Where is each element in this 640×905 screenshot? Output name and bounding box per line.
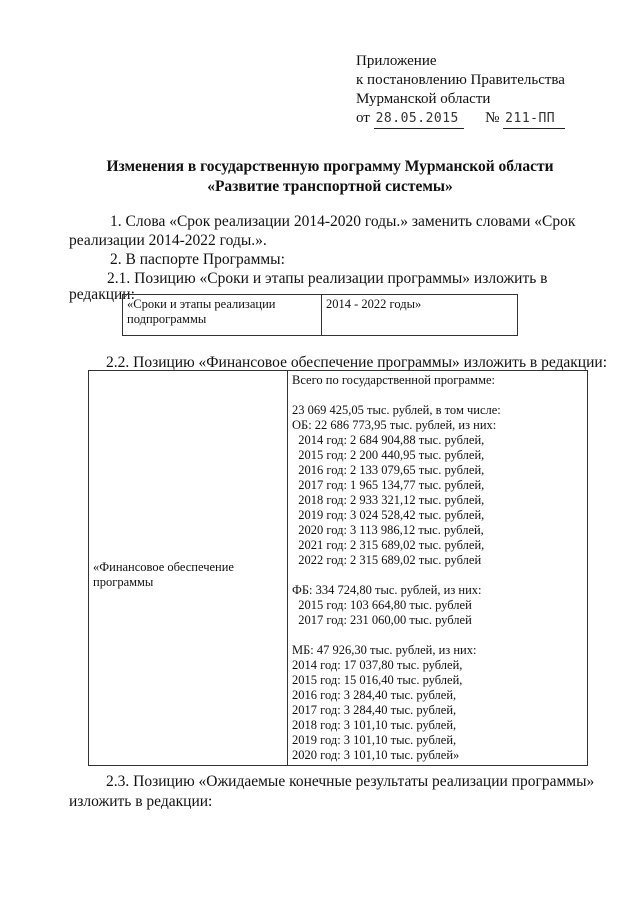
financing-line: 2021 год: 2 315 689,02 тыс. рублей,	[292, 538, 485, 552]
appendix-line-3: Мурманской области	[356, 91, 491, 107]
deadlines-label-cell: «Сроки и этапы реализации подпрограммы	[123, 295, 322, 336]
appendix-date-line	[356, 109, 565, 129]
number-value: 211-ПП	[503, 109, 565, 129]
item-2-3-line-1: 2.3. Позицию «Ожидаемые конечные результаты реализации программы»	[106, 773, 595, 790]
financing-line: 2017 год: 1 965 134,77 тыс. рублей,	[292, 478, 485, 492]
financing-line: 2014 год: 2 684 904,88 тыс. рублей,	[292, 433, 485, 447]
financing-line: 2016 год: 2 133 079,65 тыс. рублей,	[292, 463, 485, 477]
appendix-line-1: Приложение	[356, 53, 437, 69]
item-1-line-2: реализации 2014-2022 годы.».	[69, 232, 267, 249]
financing-line: 2019 год: 3 024 528,42 тыс. рублей,	[292, 508, 485, 522]
financing-lines	[292, 373, 583, 763]
item-2-1-line-1: 2.1. Позицию «Сроки и этапы реализации программы» изложить в	[107, 270, 548, 287]
item-2-1-line-2: редакции:	[69, 286, 135, 303]
deadlines-table	[122, 294, 518, 336]
financing-line: ОБ: 22 686 773,95 тыс. рублей, из них:	[292, 418, 497, 432]
deadlines-value-cell: 2014 - 2022 годы»	[322, 295, 518, 336]
financing-line: 2019 год: 3 101,10 тыс. рублей,	[292, 733, 457, 747]
item-2-3-line-2: изложить в редакции:	[69, 793, 213, 810]
financing-table	[88, 370, 588, 766]
table-row	[89, 371, 588, 766]
financing-line: ФБ: 334 724,80 тыс. рублей, из них:	[292, 583, 482, 597]
item-2-2: 2.2. Позицию «Финансовое обеспечение программы» изложить в редакции:	[106, 354, 607, 371]
financing-label: «Финансовое обеспечение программы	[93, 560, 234, 589]
financing-line: 2022 год: 2 315 689,02 тыс. рублей	[292, 553, 482, 567]
date-value: 28.05.2015	[374, 109, 464, 129]
appendix-header	[356, 52, 565, 129]
financing-line	[292, 568, 583, 583]
appendix-line-2: к постановлению Правительства	[356, 72, 565, 88]
financing-line: 2020 год: 3 113 986,12 тыс. рублей,	[292, 523, 484, 537]
date-prefix: от	[356, 110, 370, 126]
financing-line: МБ: 47 926,30 тыс. рублей, из них:	[292, 643, 477, 657]
number-prefix: №	[485, 110, 500, 126]
financing-line: 2014 год: 17 037,80 тыс. рублей,	[292, 658, 463, 672]
financing-line	[292, 388, 583, 403]
financing-line: 2015 год: 103 664,80 тыс. рублей	[292, 598, 472, 612]
document-title: Изменения в государственную программу Мурманской области «Развитие транспортной системы»	[106, 158, 554, 195]
financing-value-cell	[288, 371, 588, 766]
financing-line	[292, 628, 583, 643]
financing-line: 23 069 425,05 тыс. рублей, в том числе:	[292, 403, 501, 417]
financing-line: 2016 год: 3 284,40 тыс. рублей,	[292, 688, 457, 702]
financing-line: 2017 год: 3 284,40 тыс. рублей,	[292, 703, 457, 717]
financing-line: 2015 год: 15 016,40 тыс. рублей,	[292, 673, 463, 687]
item-2: 2. В паспорте Программы:	[110, 251, 285, 268]
table-row	[123, 295, 518, 336]
financing-line: 2017 год: 231 060,00 тыс. рублей	[292, 613, 472, 627]
financing-label-cell	[89, 371, 288, 766]
financing-line: 2015 год: 2 200 440,95 тыс. рублей,	[292, 448, 485, 462]
item-1-line-1: 1. Слова «Срок реализации 2014-2020 годы.» заменить словами «Срок	[110, 213, 576, 230]
financing-line: 2018 год: 3 101,10 тыс. рублей,	[292, 718, 457, 732]
financing-line: 2018 год: 2 933 321,12 тыс. рублей,	[292, 493, 485, 507]
financing-line: Всего по государственной программе:	[292, 373, 496, 387]
financing-line: 2020 год: 3 101,10 тыс. рублей»	[292, 748, 460, 762]
